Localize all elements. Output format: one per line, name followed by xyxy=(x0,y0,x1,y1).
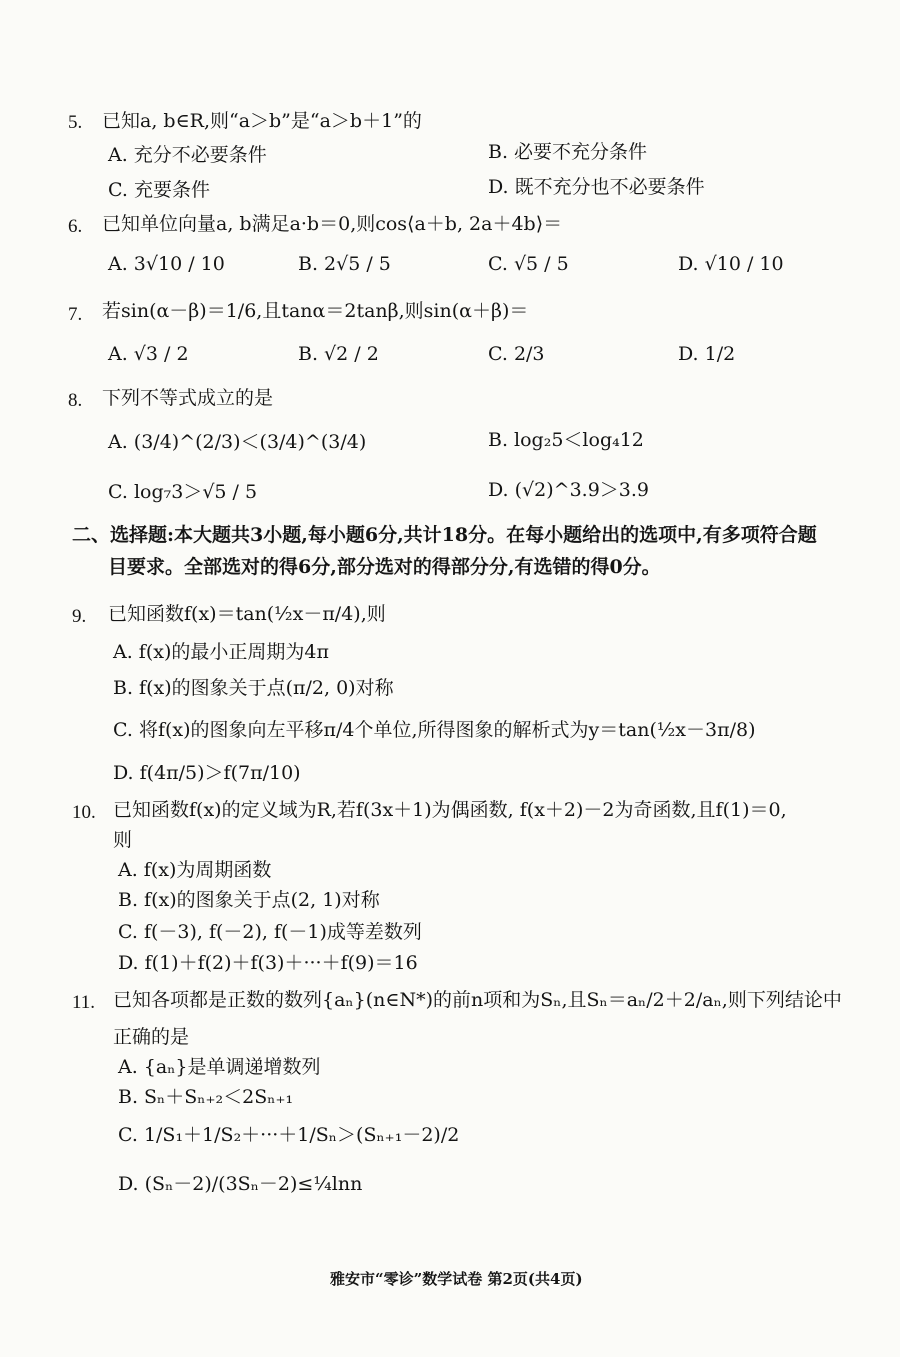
q10-option-c: C. f(－3), f(－2), f(－1)成等差数列 xyxy=(118,921,422,943)
q11-option-a: A. {aₙ}是单调递增数列 xyxy=(118,1056,321,1078)
q8-option-c: C. log₇3＞√5 / 5 xyxy=(108,481,258,503)
q10-stem-continued: 则 xyxy=(113,829,133,851)
q8-stem: 下列不等式成立的是 xyxy=(102,387,274,409)
q7-number: 7. xyxy=(68,304,83,325)
q5-option-c: C. 充要条件 xyxy=(108,179,210,201)
section-2-heading-line1: 二、选择题:本大题共3小题,每小题6分,共计18分。在每小题给出的选项中,有多项符合题 xyxy=(72,524,817,546)
q5-option-d: D. 既不充分也不必要条件 xyxy=(488,176,705,198)
q7-option-b: B. √2 / 2 xyxy=(298,343,379,365)
q6-option-c: C. √5 / 5 xyxy=(488,253,569,275)
page-footer: 雅安市“零诊”数学试卷 第2页(共4页) xyxy=(330,1270,583,1288)
q11-stem: 已知各项都是正数的数列{aₙ}(n∈N*)的前n项和为Sₙ,且Sₙ＝aₙ/2＋2/aₙ,则下列结论中 xyxy=(113,989,842,1011)
q6-option-a: A. 3√10 / 10 xyxy=(108,253,225,275)
q9-option-d: D. f(4π/5)＞f(7π/10) xyxy=(113,762,301,784)
q11-stem-continued: 正确的是 xyxy=(113,1026,190,1048)
q11-option-d: D. (Sₙ－2)/(3Sₙ－2)≤¼lnn xyxy=(118,1173,363,1195)
q7-option-d: D. 1/2 xyxy=(678,343,736,365)
q10-option-d: D. f(1)＋f(2)＋f(3)＋···＋f(9)＝16 xyxy=(118,952,418,974)
q8-option-d: D. (√2)^3.9＞3.9 xyxy=(488,479,650,501)
q5-option-a: A. 充分不必要条件 xyxy=(108,144,267,166)
q7-stem: 若sin(α－β)＝1/6,且tanα＝2tanβ,则sin(α＋β)＝ xyxy=(102,300,529,322)
q9-option-c: C. 将f(x)的图象向左平移π/4个单位,所得图象的解析式为y＝tan(½x－3π/8) xyxy=(113,719,756,741)
q11-number: 11. xyxy=(72,992,96,1013)
q10-option-a: A. f(x)为周期函数 xyxy=(118,859,272,881)
q9-stem: 已知函数f(x)＝tan(½x－π/4),则 xyxy=(108,603,386,625)
q9-option-b: B. f(x)的图象关于点(π/2, 0)对称 xyxy=(113,677,394,699)
q5-number: 5. xyxy=(68,112,83,133)
q11-option-c: C. 1/S₁＋1/S₂＋···＋1/Sₙ＞(Sₙ₊₁－2)/2 xyxy=(118,1124,460,1146)
q5-stem: 已知a, b∈R,则“a＞b”是“a＞b＋1”的 xyxy=(102,110,422,132)
q7-option-c: C. 2/3 xyxy=(488,343,545,365)
q5-option-b: B. 必要不充分条件 xyxy=(488,141,648,163)
q8-number: 8. xyxy=(68,390,83,411)
q10-stem: 已知函数f(x)的定义域为R,若f(3x＋1)为偶函数, f(x＋2)－2为奇函数,且f(1)＝0, xyxy=(113,799,787,821)
q6-option-d: D. √10 / 10 xyxy=(678,253,784,275)
q10-option-b: B. f(x)的图象关于点(2, 1)对称 xyxy=(118,889,380,911)
q8-option-b: B. log₂5＜log₄12 xyxy=(488,429,644,451)
q11-option-b: B. Sₙ＋Sₙ₊₂＜2Sₙ₊₁ xyxy=(118,1086,294,1108)
q10-number: 10. xyxy=(72,802,96,823)
q6-option-b: B. 2√5 / 5 xyxy=(298,253,391,275)
section-2-heading-line2: 目要求。全部选对的得6分,部分选对的得部分分,有选错的得0分。 xyxy=(108,556,661,578)
q7-option-a: A. √3 / 2 xyxy=(108,343,189,365)
q6-stem: 已知单位向量a, b满足a·b＝0,则cos⟨a＋b, 2a＋4b⟩＝ xyxy=(102,213,563,235)
q6-number: 6. xyxy=(68,216,83,237)
q9-number: 9. xyxy=(72,606,87,627)
q8-option-a: A. (3/4)^(2/3)＜(3/4)^(3/4) xyxy=(108,431,367,453)
q9-option-a: A. f(x)的最小正周期为4π xyxy=(113,641,329,663)
